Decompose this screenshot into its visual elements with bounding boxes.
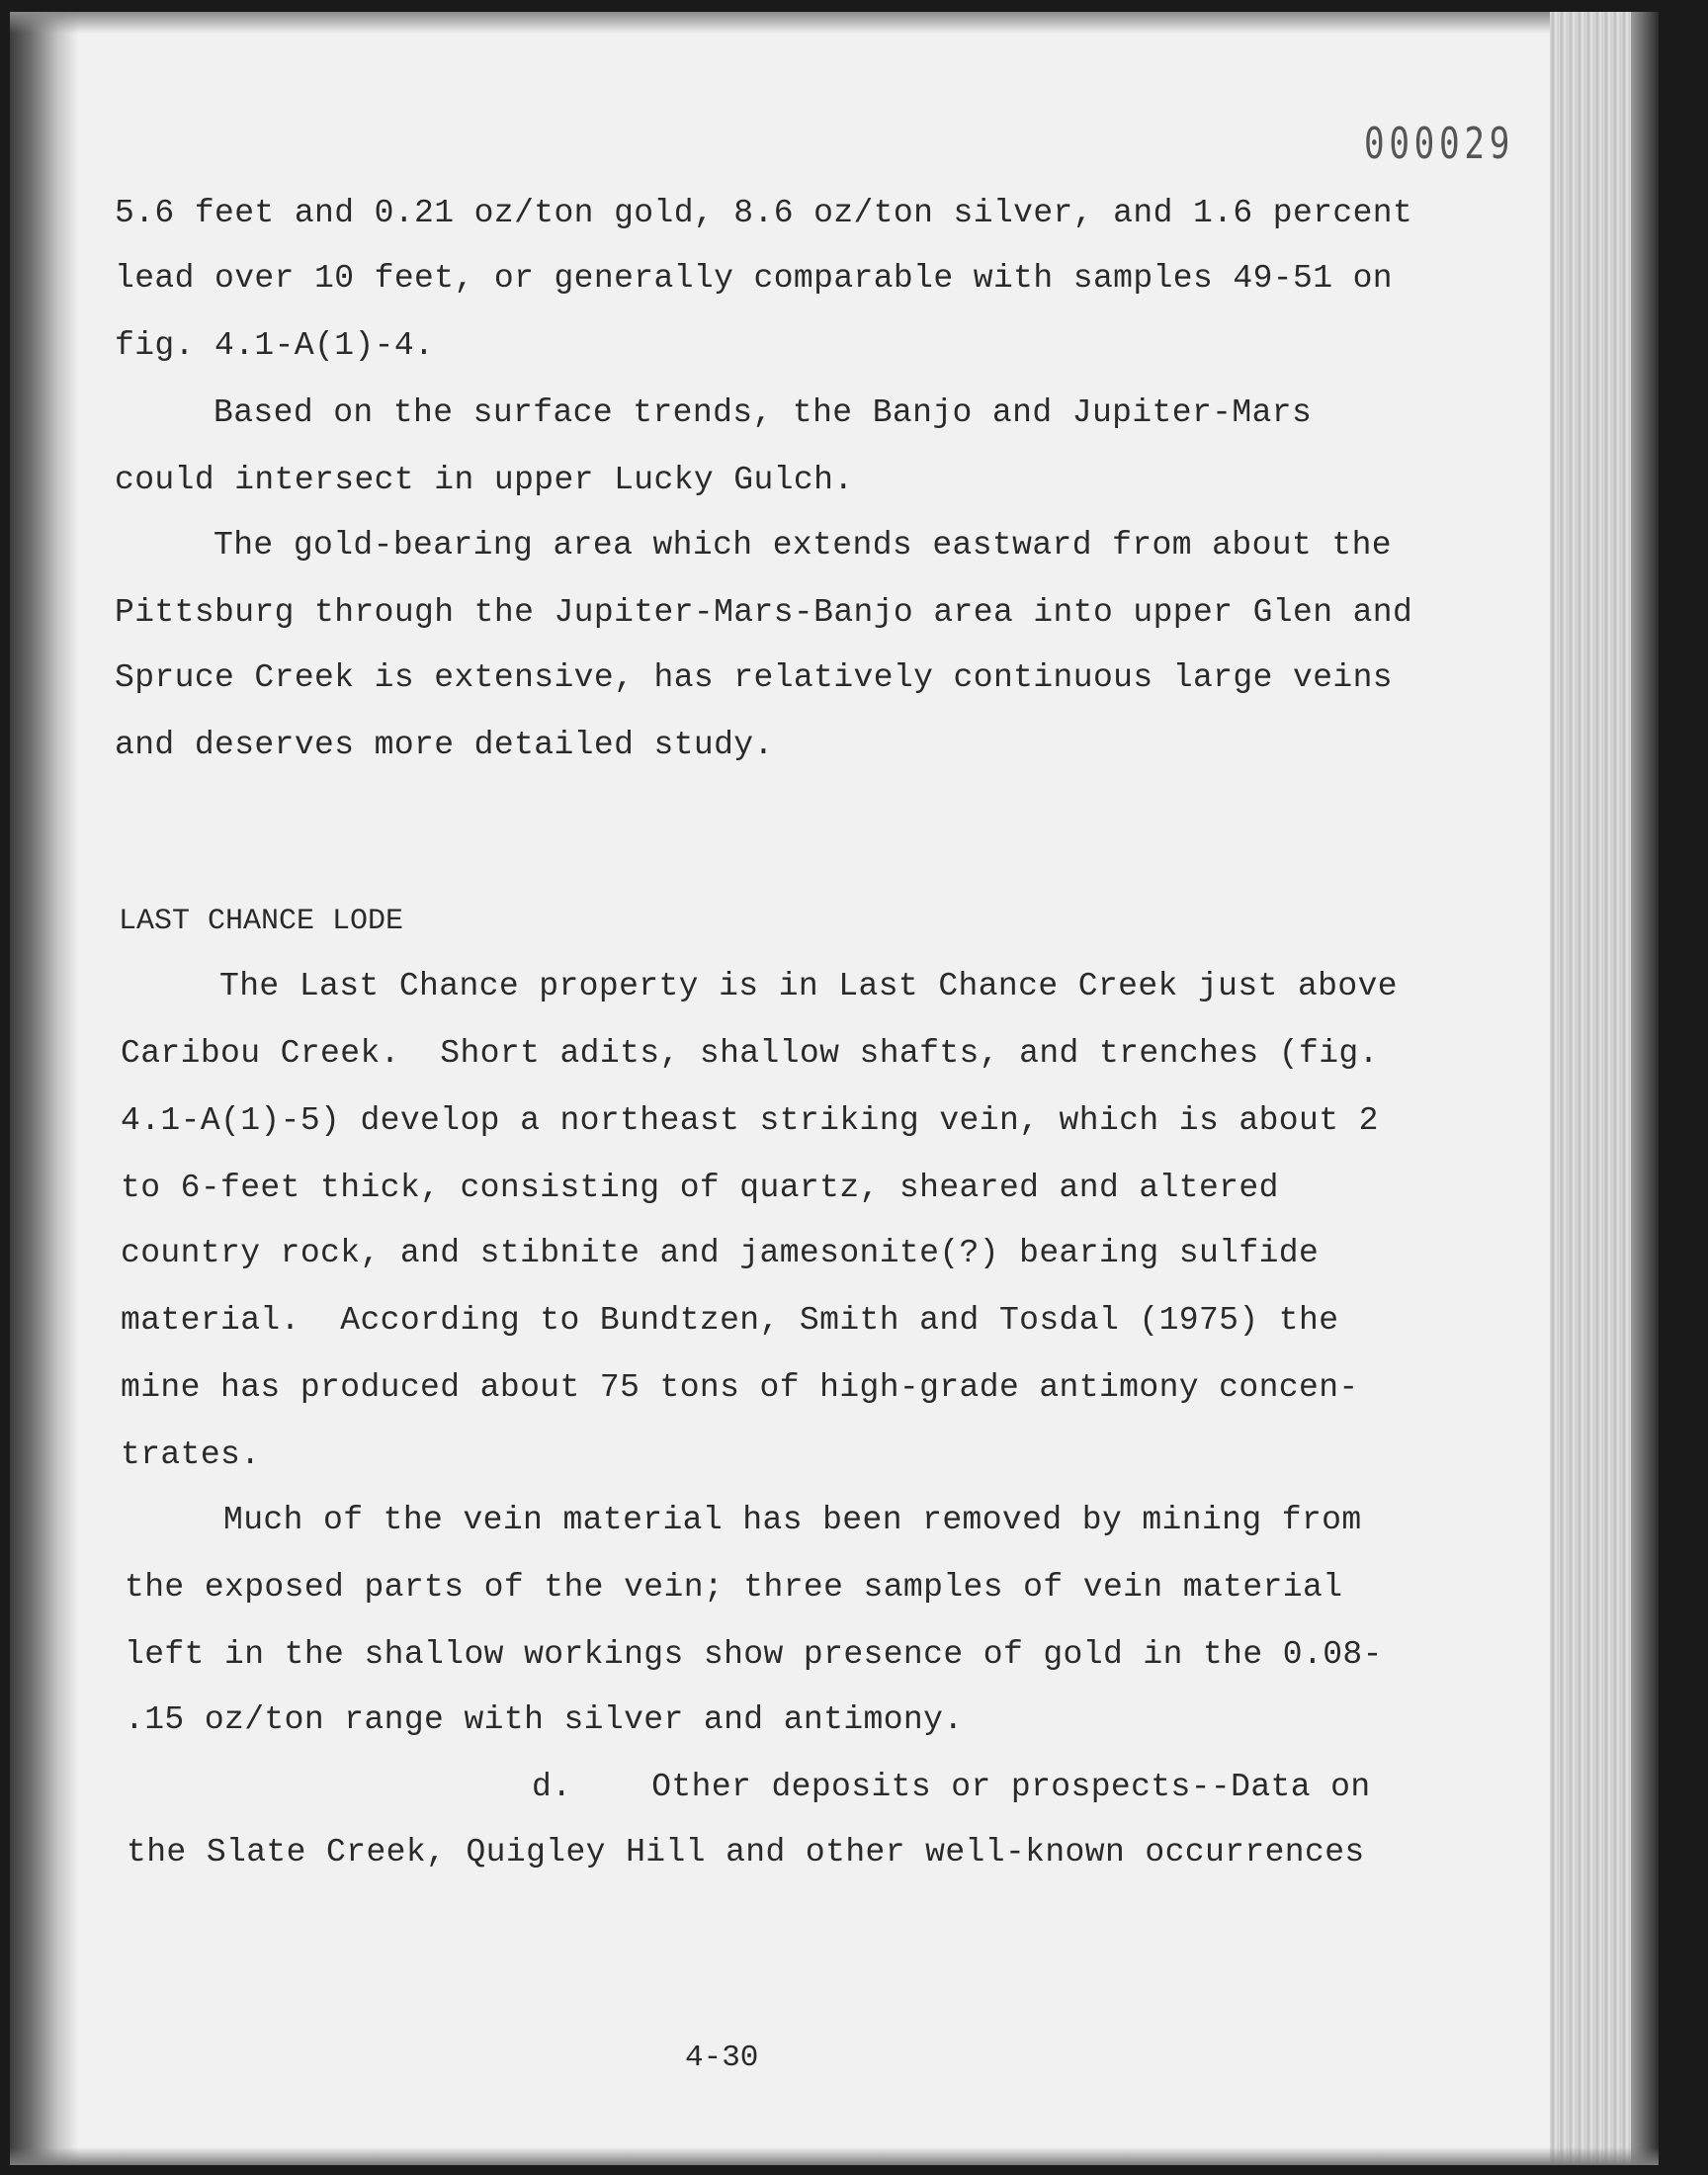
body-line-20: left in the shallow workings show presence of gold in the 0.08- (125, 1636, 1383, 1673)
body-line-22: d. Other deposits or prospects--Data on (532, 1769, 1371, 1805)
body-line-15: material. According to Bundtzen, Smith and Tosdal (1975) the (121, 1302, 1339, 1339)
body-line-17: trates. (121, 1436, 261, 1473)
page-number: 4-30 (685, 2041, 759, 2075)
body-line-19: the exposed parts of the vein; three samples of vein material (125, 1569, 1343, 1606)
body-line-21: .15 oz/ton range with silver and antimony. (125, 1701, 964, 1738)
body-line-3: fig. 4.1-A(1)-4. (115, 327, 435, 364)
body-line-11: Caribou Creek. Short adits, shallow shafts, and trenches (fig. (121, 1035, 1379, 1072)
body-line-7: Pittsburg through the Jupiter-Mars-Banjo area into upper Glen and (115, 594, 1413, 631)
body-line-10: The Last Chance property is in Last Chance Creek just above (219, 968, 1398, 1004)
body-line-18: Much of the vein material has been removed by mining from (223, 1502, 1362, 1538)
document-stamp-number: 000029 (1364, 119, 1515, 169)
body-line-23: the Slate Creek, Quigley Hill and other well-known occurrences (127, 1834, 1365, 1870)
body-line-2: lead over 10 feet, or generally comparable with samples 49-51 on (115, 260, 1394, 297)
body-line-4: Based on the surface trends, the Banjo and Jupiter-Mars (214, 394, 1313, 431)
body-line-9: and deserves more detailed study. (115, 727, 774, 763)
page-stack-edge (1550, 12, 1659, 2165)
body-line-5: could intersect in upper Lucky Gulch. (115, 462, 854, 498)
body-line-8: Spruce Creek is extensive, has relatively continuous large veins (115, 659, 1394, 696)
top-edge-shadow (10, 12, 1659, 34)
bottom-edge-shadow (10, 2147, 1659, 2165)
body-line-12: 4.1-A(1)-5) develop a northeast striking vein, which is about 2 (121, 1102, 1379, 1139)
body-line-14: country rock, and stibnite and jamesonite(?) bearing sulfide (121, 1235, 1320, 1271)
body-line-6: The gold-bearing area which extends eastward from about the (214, 527, 1392, 564)
section-heading: LAST CHANCE LODE (119, 905, 404, 938)
scanned-page (10, 12, 1659, 2165)
body-line-16: mine has produced about 75 tons of high-grade antimony concen- (121, 1369, 1359, 1406)
body-line-13: to 6-feet thick, consisting of quartz, sheared and altered (121, 1170, 1279, 1206)
body-line-1: 5.6 feet and 0.21 oz/ton gold, 8.6 oz/ton silver, and 1.6 percent (115, 195, 1413, 231)
binding-shadow (10, 12, 79, 2165)
